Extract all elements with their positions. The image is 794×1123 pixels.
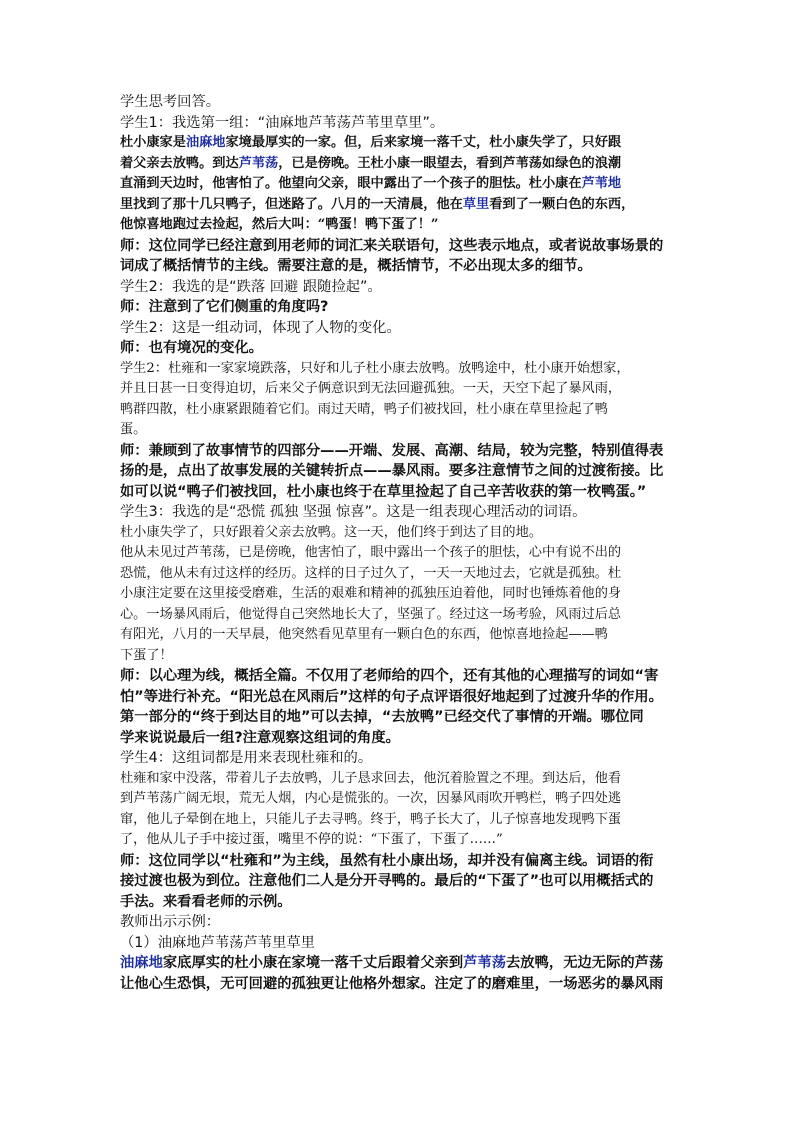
paragraph-block (120, 748, 680, 769)
text-line: 了，他从儿子手中接过蛋，嘴里不停的说：“下蛋了，下蛋了……” (120, 832, 503, 847)
text-line: 学生1：我选第一组：“油麻地芦苇荡芦苇里草里”。 (120, 114, 445, 131)
text-line: 扬的是，点出了故事发展的关键转折点——暴风雨。要多注意情节之间的过渡衔接。比 (120, 463, 664, 479)
text-line: 心。一场暴风雨后，他觉得自己突然地长大了，坚强了。经过这一场考验，风雨过后总 (120, 606, 622, 622)
text-line: 杜雍和家中没落，带着儿子去放鸭，儿子恳求回去，他沉着脸置之不理。到达后，他看 (120, 770, 622, 786)
text-line: 学生2：杜雍和一家家境跌落，只好和儿子杜小康去放鸭。放鸭途中，杜小康开始想家， (120, 360, 630, 376)
paragraph-block (120, 851, 680, 913)
text-line: 让他心生恐惧，无可回避的孤独更让他格外想家。注定了的磨难里，一场恶劣的暴风雨 (120, 975, 664, 992)
paragraph-block (120, 236, 680, 277)
text-line: 教师出示示例： (120, 914, 221, 930)
paragraph-block (120, 666, 680, 748)
text-line: 直涌到天边时，他害怕了。他望向父亲，眼中露出了一个孩子的胆怯。杜小康在芦苇地 (120, 176, 622, 191)
highlighted-term: 油麻地 (120, 955, 163, 971)
paragraph-block (120, 502, 680, 523)
paragraph-block (120, 769, 680, 851)
paragraph-block (120, 953, 680, 994)
text-line: 学生3：我选的是“恐慌 孤独 坚强 惊喜”。这是一组表现心理活动的词语。 (120, 504, 587, 520)
text-line: 里找到了那十几只鸭子，但迷路了。八月的一天清晨，他在草里看到了一颗白色的东西， (120, 196, 635, 212)
text-line: 师：注意到了它们侧重的角度吗? (120, 299, 329, 315)
paragraph-block (120, 277, 680, 298)
text-line: 蛋。 (120, 422, 147, 437)
text-line: 如可以说“鸭子们被找回，杜小康也终于在草里捡起了自己辛苦收获的第一枚鸭蛋。” (120, 483, 647, 500)
text-line: 师：这位同学以“杜雍和”为主线，虽然有杜小康出场，却并没有偏离主线。词语的衔 (120, 852, 654, 869)
text-line: 学来说说最后一组?注意观察这组词的角度。 (120, 729, 400, 746)
paragraph-block (120, 359, 680, 441)
highlighted-term: 草里 (462, 196, 490, 212)
text-line: 下蛋了！ (120, 647, 173, 663)
text-line: 油麻地家底厚实的杜小康在家境一落千丈后跟着父亲到芦苇荡去放鸭，无边无际的芦荡 (120, 955, 664, 971)
paragraph-block (120, 441, 680, 503)
text-line: 杜小康家是油麻地家境最厚实的一家。但，后来家境一落千丈，杜小康失学了，只好跟 (120, 135, 622, 150)
text-line: 恐慌，他从未有过这样的经历。这样的日子过久了，一天一天地过去，它就是孤独。杜 (120, 565, 622, 581)
text-line: 窜，他儿子晕倒在地上，只能儿子去寻鸭。终于，鸭子长大了，儿子惊喜地发现鸭下蛋 (120, 811, 622, 827)
text-line: 学生2：这是一组动词，体现了人物的变化。 (120, 319, 401, 336)
highlighted-term: 油麻地 (185, 135, 226, 150)
document-body (120, 92, 680, 994)
text-line: 鸭群四散，杜小康紧跟随着它们。雨过天晴，鸭子们被找回，杜小康在草里捡起了鸭 (120, 401, 608, 417)
highlighted-term: 芦苇地 (581, 176, 622, 191)
highlighted-term: 芦苇荡 (238, 155, 279, 171)
highlighted-term: 芦苇荡 (463, 955, 507, 971)
text-line: 师：也有境况的变化。 (120, 340, 263, 356)
paragraph-block (120, 133, 680, 236)
text-line: 他惊喜地跑过去捡起，然后大叫：“鸭蛋！鸭下蛋了！” (120, 217, 439, 232)
paragraph-block (120, 912, 680, 953)
paragraph-block (120, 338, 680, 359)
text-line: 着父亲去放鸭。到达芦苇荡，已是傍晚。王杜小康一眼望去，看到芦苇荡如绿色的浪潮 (120, 155, 622, 171)
text-line: 接过渡也极为到位。注意他们二人是分开寻鸭的。最后的“下蛋了”也可以用概括式的 (120, 873, 654, 889)
text-line: 怕”等进行补充。“阳光总在风雨后”这样的句子点评语很好地起到了过渡升华的作用。 (120, 688, 663, 705)
text-line: 师：兼顾到了故事情节的四部分——开端、发展、高潮、结局，较为完整，特别值得表 (120, 442, 664, 459)
text-line: 杜小康失学了，只好跟着父亲去放鸭。这一天，他们终于到达了目的地。 (120, 524, 542, 540)
paragraph-block (120, 523, 680, 667)
paragraph-block (120, 297, 680, 318)
paragraph-block (120, 92, 680, 133)
text-line: 小康注定要在这里接受磨难，生活的艰难和精神的孤独压迫着他，同时也锤炼着他的身 (120, 586, 622, 601)
text-line: 师：以心理为线，概括全篇。不仅用了老师给的四个，还有其他的心理描写的词如“害 (120, 668, 659, 684)
text-line: 学生4：这组词都是用来表现杜雍和的。 (120, 750, 373, 766)
text-line: 他从未见过芦苇荡，已是傍晚，他害怕了，眼中露出一个孩子的胆怯，心中有说不出的 (120, 545, 622, 560)
text-line: 词成了概括情节的主线。需要注意的是，概括情节，不必出现太多的细节。 (120, 258, 592, 274)
text-line: 学生2：我选的是“跌落 回避 跟随捡起”。 (120, 278, 382, 295)
text-line: 第一部分的“终于到达目的地”可以去掉，“去放鸭”已经交代了事情的开端。哪位同 (120, 709, 644, 725)
text-line: 学生思考回答。 (120, 94, 221, 110)
text-line: 有阳光，八月的一天早晨，他突然看见草里有一颗白色的东西，他惊喜地捡起——鸭 (120, 627, 608, 642)
text-line: 到芦苇荡广阔无垠，荒无人烟，内心是慌张的。一次，因暴风雨吹开鸭栏，鸭子四处逃 (120, 791, 622, 806)
text-line: 并且日甚一日变得迫切，后来父子俩意识到无法回避孤独。一天，天空下起了暴风雨， (120, 381, 622, 396)
text-line: 师：这位同学已经注意到用老师的词汇来关联语句，这些表示地点，或者说故事场景的 (120, 237, 664, 254)
text-line: （1）油麻地芦苇荡芦苇里草里 (120, 934, 315, 951)
text-line: 手法。来看看老师的示例。 (120, 893, 292, 910)
paragraph-block (120, 318, 680, 339)
